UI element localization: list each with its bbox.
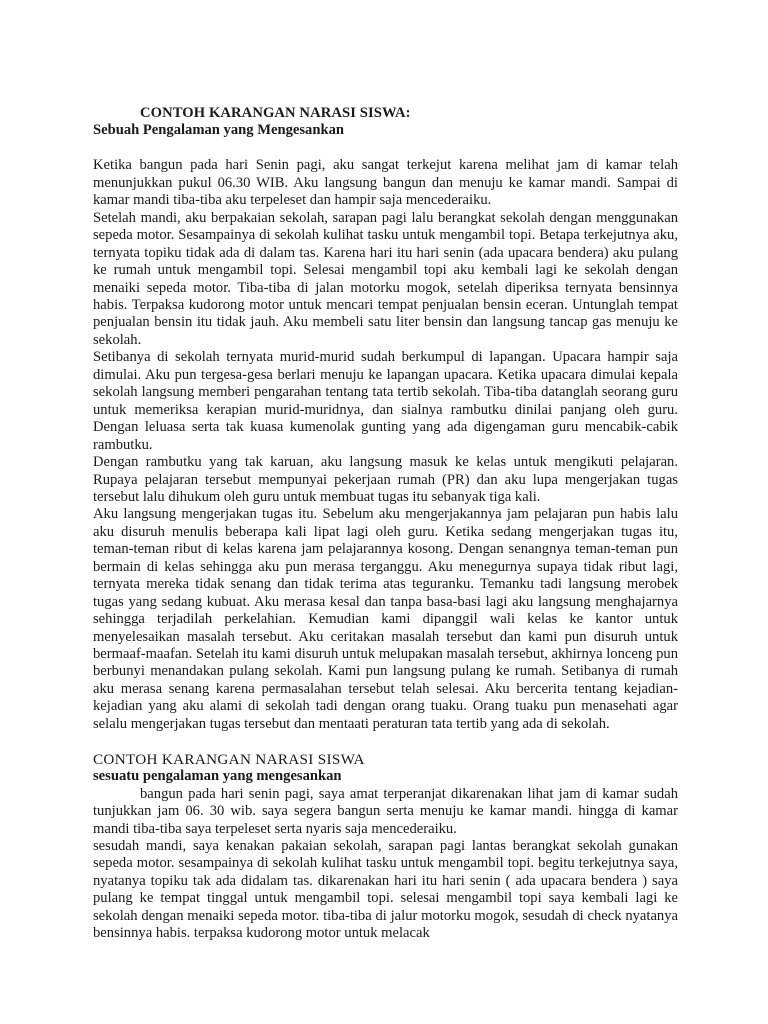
paragraph: Dengan rambutku yang tak karuan, aku langsung masuk ke kelas untuk mengikuti pelajaran. Rupaya pelajaran tersebut mempunyai pekerjaan rumah (PR) dan aku lupa mengerjakan tugas tersebut lalu dihukum oleh guru untuk membuat tugas itu sebanyak tiga kali. (93, 454, 678, 505)
spacer (93, 733, 678, 750)
paragraph: Setelah mandi, aku berpakaian sekolah, sarapan pagi lalu berangkat sekolah dengan menggunakan sepeda motor. Sesampainya di sekolah kulihat tasku untuk mengambil topi. Betapa terkejutnya aku, ternyata topiku tidak ada di dalam tas. Karena hari itu hari senin (ada upacara bendera) aku pulang ke rumah untuk mengambil topi. Selesai mengambil topi aku kembali lagi ke sekolah dengan menaiki sepeda motor. Tiba-tiba di jalan motorku mogok, setelah diperiksa ternyata bensinnya habis. Terpaksa kudorong motor untuk mencari tempat penjualan bensin eceran. Untunglah tempat penjualan bensin itu tidak jauh. Aku membeli satu liter bensin dan langsung tancap gas menuju ke sekolah. (93, 209, 678, 348)
essay-section-1 (93, 105, 678, 733)
essay-subtitle-1: Sebuah Pengalaman yang Mengesankan (93, 122, 344, 139)
document-page (93, 105, 678, 943)
essay-title-1: CONTOH KARANGAN NARASI SISWA: (140, 105, 411, 121)
paragraph: bangun pada hari senin pagi, saya amat terperanjat dikarenakan lihat jam di kamar sudah tunjukkan jam 06. 30 wib. saya segera bangun serta menuju ke kamar mandi. hingga di kamar mandi tiba-tiba saya terpeleset serta nyaris saja mencederaiku. (93, 785, 678, 837)
spacer (93, 140, 678, 157)
essay-subtitle-2: sesuatu pengalaman yang mengesankan (93, 768, 342, 785)
paragraph: Aku langsung mengerjakan tugas itu. Sebelum aku mengerjakannya jam pelajaran pun habis lalu aku disuruh menulis beberapa kali lipat lagi oleh guru. Ketika sedang mengerjakan tugas itu, teman-teman ribut di kelas karena jam pelajarannya kosong. Dengan senangnya teman-teman pun bermain di kelas sehingga aku pun merasa terganggu. Aku menegurnya supaya tidak ribut lagi, ternyata mereka tidak senang dan tidak terima atas teguranku. Temanku tadi langsung merobek tugas yang sedang kubuat. Aku merasa kesal dan tanpa basa-basi lagi aku langsung menghajarnya sehingga terjadilah perkelahian. Kemudian kami dipanggil wali kelas ke kantor untuk menyelesaikan masalah tersebut. Aku ceritakan masalah tersebut dan kami pun disuruh untuk bermaaf-maafan. Setelah itu kami disuruh untuk melupakan masalah tersebut, akhirnya lonceng pun berbunyi menandakan pulang sekolah. Kami pun langsung pulang ke rumah. Setibanya di rumah aku merasa senang karena permasalahan tersebut telah selesai. Aku bercerita tentang kejadian-kejadian yang aku alami di sekolah tadi dengan orang tuaku. Orang tuaku pun menasehati agar selalu mengerjakan tugas tersebut dan mentaati peraturan tata tertib yang ada di sekolah. (93, 506, 678, 732)
essay-section-2 (93, 751, 678, 943)
paragraph: Setibanya di sekolah ternyata murid-murid sudah berkumpul di lapangan. Upacara hampir saja dimulai. Aku pun tergesa-gesa berlari menuju ke lapangan upacara. Ketika upacara dimulai kepala sekolah langsung memberi pengarahan tentang tata tertib sekolah. Tiba-tiba datanglah seorang guru untuk memeriksa kerapian murid-muridnya, dan sialnya rambutku dinilai panjang oleh guru. Dengan leluasa serta tak kuasa kumenolak gunting yang ada digengaman guru mencabik-cabik rambutku. (93, 349, 678, 453)
paragraph: Ketika bangun pada hari Senin pagi, aku sangat terkejut karena melihat jam di kamar telah menunjukkan pukul 06.30 WIB. Aku langsung bangun dan menuju ke kamar mandi. Sampai di kamar mandi tiba-tiba aku terpeleset dan hampir saja mencederaiku. (93, 157, 678, 209)
paragraph: sesudah mandi, saya kenakan pakaian sekolah, sarapan pagi lantas berangkat sekolah gunakan sepeda motor. sesampainya di sekolah kulihat tasku untuk mengambil topi. begitu terkejutnya saya, nyatanya topiku tak ada didalam tas. dikarenakan hari itu hari senin ( ada upacara bendera ) saya pulang ke tempat tinggal untuk mengambil topi. selesai mengambil topi saya kembali lagi ke sekolah dengan menaiki sepeda motor. tiba-tiba di jalur motorku mogok, sesudah di check nyatanya bensinnya habis. terpaksa kudorong motor untuk melacak (93, 838, 678, 942)
essay-title-2: CONTOH KARANGAN NARASI SISWA (93, 750, 365, 768)
